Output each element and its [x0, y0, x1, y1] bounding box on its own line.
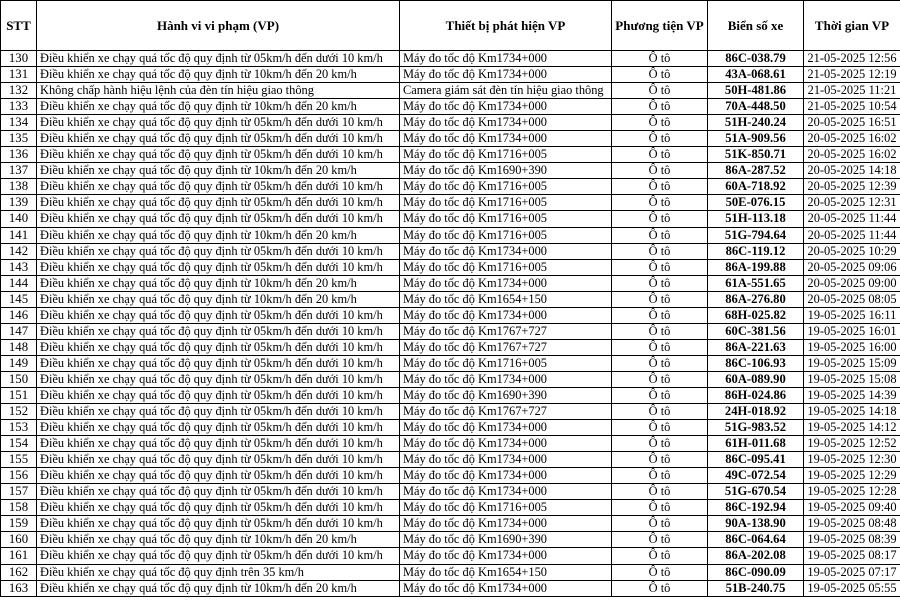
- row-plate: 86C-119.12: [708, 243, 804, 259]
- row-time: 20-05-2025 09:00: [804, 275, 900, 291]
- row-device: Máy đo tốc độ Km1716+005: [400, 211, 612, 227]
- row-vehicle: Ô tô: [612, 131, 708, 147]
- table-row: [1, 67, 900, 83]
- row-plate: 51K-850.71: [708, 147, 804, 163]
- row-vehicle: Ô tô: [612, 51, 708, 67]
- row-vehicle: Ô tô: [612, 291, 708, 307]
- row-violation: Điều khiển xe chạy quá tốc độ quy định từ 05km/h đến dưới 10 km/h: [37, 484, 400, 500]
- row-violation: Điều khiển xe chạy quá tốc độ quy định từ 05km/h đến dưới 10 km/h: [37, 548, 400, 564]
- table-row: [1, 291, 900, 307]
- table-row: [1, 564, 900, 580]
- row-time: 21-05-2025 11:21: [804, 83, 900, 99]
- row-violation: Điều khiển xe chạy quá tốc độ quy định từ 10km/h đến 20 km/h: [37, 580, 400, 596]
- header-row: [1, 1, 900, 51]
- row-plate: 43A-068.61: [708, 67, 804, 83]
- row-device: Máy đo tốc độ Km1767+727: [400, 339, 612, 355]
- row-device: Máy đo tốc độ Km1716+005: [400, 227, 612, 243]
- row-vehicle: Ô tô: [612, 580, 708, 596]
- row-time: 20-05-2025 11:44: [804, 211, 900, 227]
- row-violation: Điều khiển xe chạy quá tốc độ quy định từ 05km/h đến dưới 10 km/h: [37, 404, 400, 420]
- row-violation: Điều khiển xe chạy quá tốc độ quy định từ 05km/h đến dưới 10 km/h: [37, 259, 400, 275]
- table-row: [1, 211, 900, 227]
- row-plate: 86C-038.79: [708, 51, 804, 67]
- row-stt: 142: [1, 243, 37, 259]
- header-time: Thời gian VP: [804, 1, 900, 51]
- row-device: Máy đo tốc độ Km1690+390: [400, 163, 612, 179]
- table-row: [1, 227, 900, 243]
- row-time: 21-05-2025 12:19: [804, 67, 900, 83]
- row-device: Máy đo tốc độ Km1734+000: [400, 452, 612, 468]
- row-device: Máy đo tốc độ Km1734+000: [400, 371, 612, 387]
- row-time: 21-05-2025 10:54: [804, 99, 900, 115]
- row-time: 19-05-2025 16:01: [804, 323, 900, 339]
- table-row: [1, 51, 900, 67]
- row-device: Máy đo tốc độ Km1734+000: [400, 580, 612, 596]
- row-stt: 135: [1, 131, 37, 147]
- row-device: Máy đo tốc độ Km1734+000: [400, 468, 612, 484]
- row-violation: Điều khiển xe chạy quá tốc độ quy định từ 05km/h đến dưới 10 km/h: [37, 452, 400, 468]
- row-stt: 146: [1, 307, 37, 323]
- row-vehicle: Ô tô: [612, 195, 708, 211]
- row-plate: 60A-718.92: [708, 179, 804, 195]
- row-vehicle: Ô tô: [612, 83, 708, 99]
- row-violation: Điều khiển xe chạy quá tốc độ quy định từ 05km/h đến dưới 10 km/h: [37, 323, 400, 339]
- row-stt: 134: [1, 115, 37, 131]
- row-time: 19-05-2025 14:12: [804, 420, 900, 436]
- row-vehicle: Ô tô: [612, 484, 708, 500]
- row-plate: 86C-106.93: [708, 355, 804, 371]
- row-plate: 86C-095.41: [708, 452, 804, 468]
- row-device: Máy đo tốc độ Km1654+150: [400, 564, 612, 580]
- row-time: 20-05-2025 12:31: [804, 195, 900, 211]
- table-row: [1, 275, 900, 291]
- table-row: [1, 404, 900, 420]
- row-plate: 68H-025.82: [708, 307, 804, 323]
- row-violation: Điều khiển xe chạy quá tốc độ quy định từ 05km/h đến dưới 10 km/h: [37, 195, 400, 211]
- row-device: Máy đo tốc độ Km1734+000: [400, 307, 612, 323]
- row-stt: 138: [1, 179, 37, 195]
- row-device: Máy đo tốc độ Km1716+005: [400, 195, 612, 211]
- row-stt: 160: [1, 532, 37, 548]
- row-vehicle: Ô tô: [612, 147, 708, 163]
- row-device: Máy đo tốc độ Km1690+390: [400, 532, 612, 548]
- row-vehicle: Ô tô: [612, 387, 708, 403]
- row-plate: 86A-202.08: [708, 548, 804, 564]
- row-violation: Điều khiển xe chạy quá tốc độ quy định từ 05km/h đến dưới 10 km/h: [37, 243, 400, 259]
- row-plate: 86C-090.09: [708, 564, 804, 580]
- row-violation: Điều khiển xe chạy quá tốc độ quy định từ 05km/h đến dưới 10 km/h: [37, 500, 400, 516]
- row-plate: 51A-909.56: [708, 131, 804, 147]
- table-row: [1, 259, 900, 275]
- row-time: 20-05-2025 10:29: [804, 243, 900, 259]
- row-violation: Điều khiển xe chạy quá tốc độ quy định từ 10km/h đến 20 km/h: [37, 227, 400, 243]
- table-row: [1, 580, 900, 596]
- row-plate: 70A-448.50: [708, 99, 804, 115]
- row-stt: 136: [1, 147, 37, 163]
- header-vehicle: Phương tiện VP: [612, 1, 708, 51]
- row-device: Máy đo tốc độ Km1734+000: [400, 484, 612, 500]
- row-vehicle: Ô tô: [612, 532, 708, 548]
- row-plate: 51G-794.64: [708, 227, 804, 243]
- row-plate: 24H-018.92: [708, 404, 804, 420]
- row-time: 20-05-2025 09:06: [804, 259, 900, 275]
- row-plate: 51G-670.54: [708, 484, 804, 500]
- row-vehicle: Ô tô: [612, 115, 708, 131]
- row-stt: 145: [1, 291, 37, 307]
- row-stt: 158: [1, 500, 37, 516]
- row-device: Máy đo tốc độ Km1767+727: [400, 323, 612, 339]
- row-vehicle: Ô tô: [612, 436, 708, 452]
- row-violation: Điều khiển xe chạy quá tốc độ quy định từ 05km/h đến dưới 10 km/h: [37, 179, 400, 195]
- row-vehicle: Ô tô: [612, 323, 708, 339]
- row-plate: 86A-199.88: [708, 259, 804, 275]
- row-stt: 152: [1, 404, 37, 420]
- row-plate: 60A-089.90: [708, 371, 804, 387]
- row-device: Máy đo tốc độ Km1734+000: [400, 51, 612, 67]
- table-row: [1, 179, 900, 195]
- row-plate: 86A-287.52: [708, 163, 804, 179]
- row-vehicle: Ô tô: [612, 67, 708, 83]
- row-violation: Điều khiển xe chạy quá tốc độ quy định trên 35 km/h: [37, 564, 400, 580]
- row-time: 20-05-2025 16:51: [804, 115, 900, 131]
- row-stt: 137: [1, 163, 37, 179]
- row-stt: 154: [1, 436, 37, 452]
- row-device: Máy đo tốc độ Km1654+150: [400, 291, 612, 307]
- table-row: [1, 83, 900, 99]
- row-time: 20-05-2025 08:05: [804, 291, 900, 307]
- row-device: Máy đo tốc độ Km1716+005: [400, 179, 612, 195]
- table-row: [1, 516, 900, 532]
- row-violation: Điều khiển xe chạy quá tốc độ quy định từ 05km/h đến dưới 10 km/h: [37, 211, 400, 227]
- row-plate: 60C-381.56: [708, 323, 804, 339]
- row-device: Máy đo tốc độ Km1734+000: [400, 243, 612, 259]
- row-plate: 51G-983.52: [708, 420, 804, 436]
- row-device: Máy đo tốc độ Km1716+005: [400, 259, 612, 275]
- row-device: Máy đo tốc độ Km1734+000: [400, 436, 612, 452]
- row-vehicle: Ô tô: [612, 564, 708, 580]
- row-time: 20-05-2025 12:39: [804, 179, 900, 195]
- row-vehicle: Ô tô: [612, 452, 708, 468]
- row-vehicle: Ô tô: [612, 259, 708, 275]
- row-time: 19-05-2025 09:40: [804, 500, 900, 516]
- row-plate: 49C-072.54: [708, 468, 804, 484]
- row-vehicle: Ô tô: [612, 339, 708, 355]
- row-time: 20-05-2025 16:02: [804, 147, 900, 163]
- row-stt: 147: [1, 323, 37, 339]
- row-stt: 144: [1, 275, 37, 291]
- table-row: [1, 115, 900, 131]
- row-time: 19-05-2025 05:55: [804, 580, 900, 596]
- row-violation: Điều khiển xe chạy quá tốc độ quy định từ 05km/h đến dưới 10 km/h: [37, 307, 400, 323]
- table-row: [1, 371, 900, 387]
- header-plate: Biển số xe: [708, 1, 804, 51]
- row-stt: 161: [1, 548, 37, 564]
- row-stt: 139: [1, 195, 37, 211]
- row-stt: 133: [1, 99, 37, 115]
- row-device: Máy đo tốc độ Km1690+390: [400, 387, 612, 403]
- table-row: [1, 243, 900, 259]
- row-violation: Điều khiển xe chạy quá tốc độ quy định từ 10km/h đến 20 km/h: [37, 291, 400, 307]
- row-device: Máy đo tốc độ Km1716+005: [400, 147, 612, 163]
- row-violation: Điều khiển xe chạy quá tốc độ quy định từ 05km/h đến dưới 10 km/h: [37, 516, 400, 532]
- table-row: [1, 548, 900, 564]
- row-stt: 155: [1, 452, 37, 468]
- table-row: [1, 484, 900, 500]
- table-row: [1, 532, 900, 548]
- table-row: [1, 323, 900, 339]
- row-vehicle: Ô tô: [612, 243, 708, 259]
- header-device: Thiết bị phát hiện VP: [400, 1, 612, 51]
- row-time: 19-05-2025 15:09: [804, 355, 900, 371]
- row-vehicle: Ô tô: [612, 179, 708, 195]
- row-violation: Điều khiển xe chạy quá tốc độ quy định từ 05km/h đến dưới 10 km/h: [37, 387, 400, 403]
- table-row: [1, 163, 900, 179]
- table-row: [1, 436, 900, 452]
- row-vehicle: Ô tô: [612, 548, 708, 564]
- row-vehicle: Ô tô: [612, 211, 708, 227]
- row-stt: 130: [1, 51, 37, 67]
- table-row: [1, 131, 900, 147]
- row-vehicle: Ô tô: [612, 404, 708, 420]
- row-violation: Điều khiển xe chạy quá tốc độ quy định từ 10km/h đến 20 km/h: [37, 532, 400, 548]
- row-time: 20-05-2025 14:18: [804, 163, 900, 179]
- row-device: Máy đo tốc độ Km1767+727: [400, 404, 612, 420]
- row-stt: 143: [1, 259, 37, 275]
- row-device: Máy đo tốc độ Km1734+000: [400, 131, 612, 147]
- row-plate: 61A-551.65: [708, 275, 804, 291]
- table-row: [1, 500, 900, 516]
- row-violation: Điều khiển xe chạy quá tốc độ quy định từ 05km/h đến dưới 10 km/h: [37, 339, 400, 355]
- table-header: [1, 1, 900, 51]
- row-stt: 150: [1, 371, 37, 387]
- row-violation: Điều khiển xe chạy quá tốc độ quy định từ 05km/h đến dưới 10 km/h: [37, 371, 400, 387]
- row-time: 21-05-2025 12:56: [804, 51, 900, 67]
- row-stt: 162: [1, 564, 37, 580]
- row-plate: 86C-192.94: [708, 500, 804, 516]
- row-time: 19-05-2025 14:39: [804, 387, 900, 403]
- table-row: [1, 387, 900, 403]
- row-time: 19-05-2025 12:30: [804, 452, 900, 468]
- header-action: Hành vi vi phạm (VP): [37, 1, 400, 51]
- row-device: Máy đo tốc độ Km1734+000: [400, 516, 612, 532]
- table-row: [1, 339, 900, 355]
- row-vehicle: Ô tô: [612, 227, 708, 243]
- row-vehicle: Ô tô: [612, 99, 708, 115]
- row-plate: 50E-076.15: [708, 195, 804, 211]
- row-plate: 86H-024.86: [708, 387, 804, 403]
- table-row: [1, 195, 900, 211]
- table-row: [1, 307, 900, 323]
- row-violation: Điều khiển xe chạy quá tốc độ quy định từ 05km/h đến dưới 10 km/h: [37, 436, 400, 452]
- table-row: [1, 355, 900, 371]
- row-time: 19-05-2025 08:39: [804, 532, 900, 548]
- row-time: 19-05-2025 08:48: [804, 516, 900, 532]
- table-row: [1, 99, 900, 115]
- row-vehicle: Ô tô: [612, 500, 708, 516]
- row-vehicle: Ô tô: [612, 516, 708, 532]
- row-device: Máy đo tốc độ Km1734+000: [400, 420, 612, 436]
- row-violation: Điều khiển xe chạy quá tốc độ quy định từ 10km/h đến 20 km/h: [37, 99, 400, 115]
- row-stt: 148: [1, 339, 37, 355]
- row-violation: Điều khiển xe chạy quá tốc độ quy định từ 10km/h đến 20 km/h: [37, 163, 400, 179]
- row-stt: 157: [1, 484, 37, 500]
- row-violation: Điều khiển xe chạy quá tốc độ quy định từ 05km/h đến dưới 10 km/h: [37, 51, 400, 67]
- table-row: [1, 468, 900, 484]
- row-vehicle: Ô tô: [612, 307, 708, 323]
- row-stt: 151: [1, 387, 37, 403]
- table-row: [1, 420, 900, 436]
- table-body: [1, 51, 900, 597]
- row-violation: Điều khiển xe chạy quá tốc độ quy định từ 05km/h đến dưới 10 km/h: [37, 147, 400, 163]
- row-time: 19-05-2025 15:08: [804, 371, 900, 387]
- row-plate: 50H-481.86: [708, 83, 804, 99]
- row-vehicle: Ô tô: [612, 355, 708, 371]
- row-stt: 156: [1, 468, 37, 484]
- row-device: Máy đo tốc độ Km1716+005: [400, 500, 612, 516]
- row-plate: 86C-064.64: [708, 532, 804, 548]
- row-violation: Điều khiển xe chạy quá tốc độ quy định từ 05km/h đến dưới 10 km/h: [37, 131, 400, 147]
- row-stt: 163: [1, 580, 37, 596]
- row-stt: 153: [1, 420, 37, 436]
- row-vehicle: Ô tô: [612, 163, 708, 179]
- row-violation: Điều khiển xe chạy quá tốc độ quy định từ 05km/h đến dưới 10 km/h: [37, 420, 400, 436]
- row-plate: 51H-113.18: [708, 211, 804, 227]
- row-plate: 86A-221.63: [708, 339, 804, 355]
- row-time: 19-05-2025 12:52: [804, 436, 900, 452]
- row-violation: Điều khiển xe chạy quá tốc độ quy định từ 05km/h đến dưới 10 km/h: [37, 468, 400, 484]
- row-violation: Điều khiển xe chạy quá tốc độ quy định từ 10km/h đến 20 km/h: [37, 67, 400, 83]
- row-time: 19-05-2025 16:11: [804, 307, 900, 323]
- row-vehicle: Ô tô: [612, 371, 708, 387]
- row-stt: 132: [1, 83, 37, 99]
- row-stt: 159: [1, 516, 37, 532]
- row-plate: 90A-138.90: [708, 516, 804, 532]
- row-device: Máy đo tốc độ Km1734+000: [400, 275, 612, 291]
- row-stt: 149: [1, 355, 37, 371]
- row-violation: Điều khiển xe chạy quá tốc độ quy định từ 05km/h đến dưới 10 km/h: [37, 115, 400, 131]
- row-time: 20-05-2025 16:02: [804, 131, 900, 147]
- header-stt: STT: [1, 1, 37, 51]
- row-device: Máy đo tốc độ Km1734+000: [400, 99, 612, 115]
- row-plate: 86A-276.80: [708, 291, 804, 307]
- row-violation: Điều khiển xe chạy quá tốc độ quy định từ 10km/h đến 20 km/h: [37, 275, 400, 291]
- row-violation: Điều khiển xe chạy quá tốc độ quy định từ 05km/h đến dưới 10 km/h: [37, 355, 400, 371]
- row-vehicle: Ô tô: [612, 275, 708, 291]
- row-plate: 51B-240.75: [708, 580, 804, 596]
- table-row: [1, 452, 900, 468]
- row-device: Máy đo tốc độ Km1734+000: [400, 548, 612, 564]
- row-violation: Không chấp hành hiệu lệnh của đèn tín hiệu giao thông: [37, 83, 400, 99]
- row-stt: 141: [1, 227, 37, 243]
- row-time: 19-05-2025 07:17: [804, 564, 900, 580]
- row-vehicle: Ô tô: [612, 468, 708, 484]
- row-time: 19-05-2025 12:28: [804, 484, 900, 500]
- row-time: 19-05-2025 14:18: [804, 404, 900, 420]
- row-device: Máy đo tốc độ Km1734+000: [400, 115, 612, 131]
- row-device: Máy đo tốc độ Km1734+000: [400, 67, 612, 83]
- row-device: Máy đo tốc độ Km1716+005: [400, 355, 612, 371]
- row-plate: 51H-240.24: [708, 115, 804, 131]
- row-time: 19-05-2025 08:17: [804, 548, 900, 564]
- row-stt: 140: [1, 211, 37, 227]
- row-time: 19-05-2025 12:29: [804, 468, 900, 484]
- row-time: 19-05-2025 16:00: [804, 339, 900, 355]
- table-row: [1, 147, 900, 163]
- row-vehicle: Ô tô: [612, 420, 708, 436]
- row-time: 20-05-2025 11:44: [804, 227, 900, 243]
- row-device: Camera giám sát đèn tín hiệu giao thông: [400, 83, 612, 99]
- row-stt: 131: [1, 67, 37, 83]
- row-plate: 61H-011.68: [708, 436, 804, 452]
